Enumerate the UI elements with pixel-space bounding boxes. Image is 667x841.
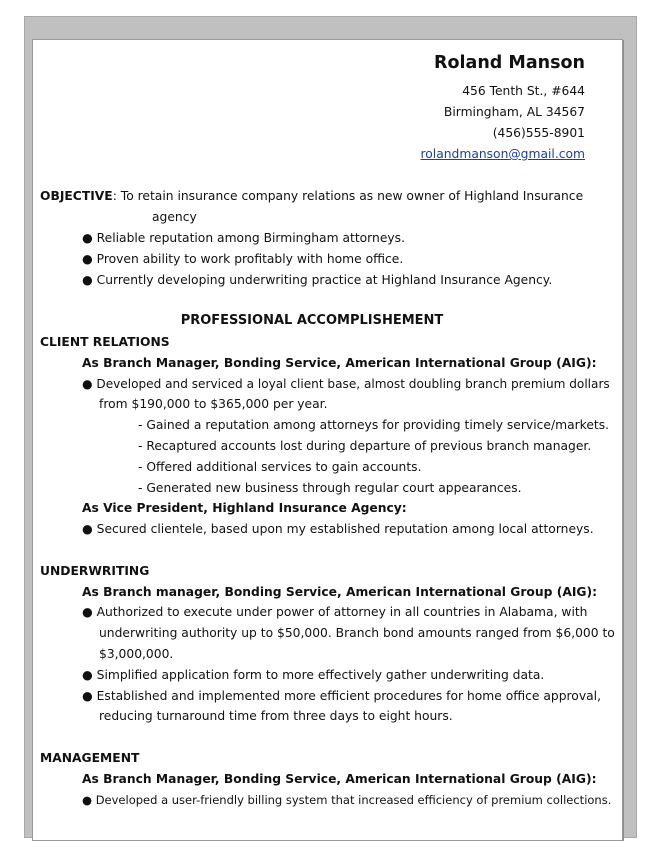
management-title: MANAGEMENT bbox=[40, 751, 140, 765]
phone-number: (456)555-8901 bbox=[492, 126, 585, 140]
objective-label: OBJECTIVE bbox=[40, 189, 113, 203]
document-page bbox=[32, 39, 623, 841]
underwriting-bullet-1-line-2: underwriting authority up to $50,000. Branch bond amounts ranged from $6,000 to bbox=[99, 626, 615, 640]
underwriting-title: UNDERWRITING bbox=[40, 564, 150, 578]
objective-bullet-2: ● Proven ability to work profitably with home office. bbox=[82, 252, 404, 266]
underwriting-bullet-1-line-1: ● Authorized to execute under power of attorney in all countries in Alabama, with bbox=[82, 605, 588, 619]
management-bullet-1: ● Developed a user-friendly billing system that increased efficiency of premium collections. bbox=[82, 793, 612, 807]
address-line-1: 456 Tenth St., #644 bbox=[462, 84, 585, 98]
section-heading-accomplishment: PROFESSIONAL ACCOMPLISHEMENT bbox=[180, 313, 444, 328]
client-relations-role-1: As Branch Manager, Bonding Service, American International Group (AIG): bbox=[82, 356, 597, 370]
objective-line-2: agency bbox=[152, 210, 197, 224]
objective-bullet-1: ● Reliable reputation among Birmingham attorneys. bbox=[82, 231, 405, 245]
client-relations-title: CLIENT RELATIONS bbox=[40, 335, 170, 349]
client-relations-subitem-2: - Recaptured accounts lost during departure of previous branch manager. bbox=[138, 439, 592, 453]
objective-bullet-3: ● Currently developing underwriting practice at Highland Insurance Agency. bbox=[82, 273, 553, 287]
management-role: As Branch Manager, Bonding Service, American International Group (AIG): bbox=[82, 772, 597, 786]
underwriting-bullet-1-line-3: $3,000,000. bbox=[99, 647, 174, 661]
objective-line-1 bbox=[40, 188, 585, 204]
document-viewer bbox=[24, 16, 637, 838]
client-relations-subitem-1: - Gained a reputation among attorneys for providing timely service/markets. bbox=[138, 418, 610, 432]
resume-name: Roland Manson bbox=[434, 53, 585, 73]
client-relations-subitem-3: - Offered additional services to gain accounts. bbox=[138, 460, 422, 474]
client-relations-subitem-4: - Generated new business through regular court appearances. bbox=[138, 481, 522, 495]
address-line-2: Birmingham, AL 34567 bbox=[443, 105, 585, 119]
objective-text: : To retain insurance company relations as new owner of Highland Insurance bbox=[112, 189, 584, 203]
underwriting-bullet-2: ● Simplified application form to more effectively gather underwriting data. bbox=[82, 668, 545, 682]
underwriting-bullet-3-line-2: reducing turnaround time from three days to eight hours. bbox=[99, 709, 453, 723]
client-relations-bullet-2: ● Secured clientele, based upon my established reputation among local attorneys. bbox=[82, 522, 594, 536]
email-link[interactable]: rolandmanson@gmail.com bbox=[420, 147, 585, 161]
client-relations-role-2: As Vice President, Highland Insurance Agency: bbox=[82, 501, 407, 515]
underwriting-bullet-3-line-1: ● Established and implemented more efficient procedures for home office approval, bbox=[82, 689, 601, 703]
client-relations-bullet-1-line-2: from $190,000 to $365,000 per year. bbox=[99, 397, 328, 411]
client-relations-bullet-1-line-1: ● Developed and serviced a loyal client base, almost doubling branch premium dollars bbox=[82, 377, 610, 391]
underwriting-role: As Branch manager, Bonding Service, American International Group (AIG): bbox=[82, 585, 598, 599]
